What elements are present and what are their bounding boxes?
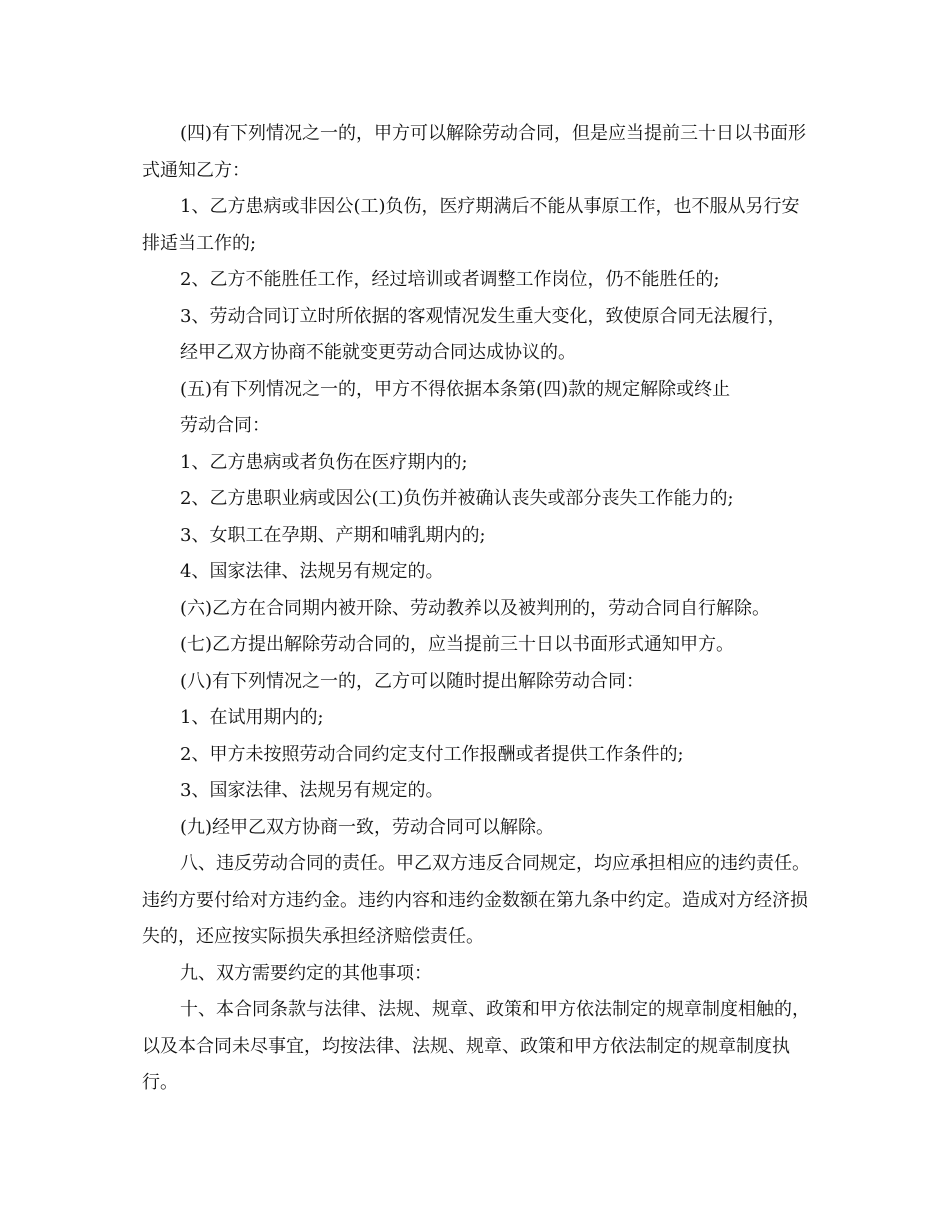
paragraph-clause-8-item-3: 3、国家法律、法规另有规定的。 — [180, 780, 444, 801]
paragraph-clause-9: (九)经甲乙双方协商一致，劳动合同可以解除。 — [180, 816, 555, 838]
paragraph-clause-5-cont: 劳动合同： — [180, 415, 270, 436]
paragraph-section-9-other: 九、双方需要约定的其他事项： — [180, 962, 432, 984]
paragraph-clause-8-item-1: 1、在试用期内的; — [180, 707, 324, 728]
paragraph-clause-6: (六)乙方在合同期内被开除、劳动教养以及被判刑的，劳动合同自行解除。 — [180, 597, 771, 619]
paragraph-clause-5: (五)有下列情况之一的，甲方不得依据本条第(四)款的规定解除或终止 — [180, 378, 731, 400]
paragraph-clause-5-item-1: 1、乙方患病或者负伤在医疗期内的; — [180, 451, 468, 473]
paragraph-section-8-liability: 八、违反劳动合同的责任。甲乙双方违反合同规定，均应承担相应的违约责任。违约方要付给对方违约金。违约内容和违约金数额在第九条中约定。造成对方经济损失的，还应按实际损失承担经济赔偿责任。 — [142, 853, 810, 947]
paragraph-clause-5-item-4: 4、国家法律、法规另有规定的。 — [180, 561, 444, 582]
paragraph-clause-8: (八)有下列情况之一的，乙方可以随时提出解除劳动合同： — [180, 670, 645, 692]
paragraph-clause-4-item-3-cont: 经甲乙双方协商不能就变更劳动合同达成协议的。 — [180, 342, 576, 363]
paragraph-clause-4-item-3: 3、劳动合同订立时所依据的客观情况发生重大变化，致使原合同无法履行， — [180, 305, 786, 327]
paragraph-section-10-terms: 十、本合同条款与法律、法规、规章、政策和甲方依法制定的规章制度相触的，以及本合同未尽事宜，均按法律、法规、规章、政策和甲方依法制定的规章制度执行。 — [142, 999, 810, 1093]
paragraph-clause-5-item-3: 3、女职工在孕期、产期和哺乳期内的; — [180, 524, 486, 546]
paragraph-clause-5-item-2: 2、乙方患职业病或因公(工)负伤并被确认丧失或部分丧失工作能力的; — [180, 488, 734, 509]
paragraph-clause-4-item-1: 1、乙方患病或非因公(工)负伤，医疗期满后不能从事原工作，也不服从另行安排适当工作的; — [142, 196, 800, 254]
paragraph-clause-8-item-2: 2、甲方未按照劳动合同约定支付工作报酬或者提供工作条件的; — [180, 743, 684, 765]
paragraph-clause-4: (四)有下列情况之一的，甲方可以解除劳动合同，但是应当提前三十日以书面形式通知乙方： — [142, 123, 807, 181]
paragraph-clause-7: (七)乙方提出解除劳动合同的，应当提前三十日以书面形式通知甲方。 — [180, 634, 735, 655]
document-body — [142, 116, 812, 1102]
paragraph-clause-4-item-2: 2、乙方不能胜任工作，经过培训或者调整工作岗位，仍不能胜任的; — [180, 269, 720, 290]
